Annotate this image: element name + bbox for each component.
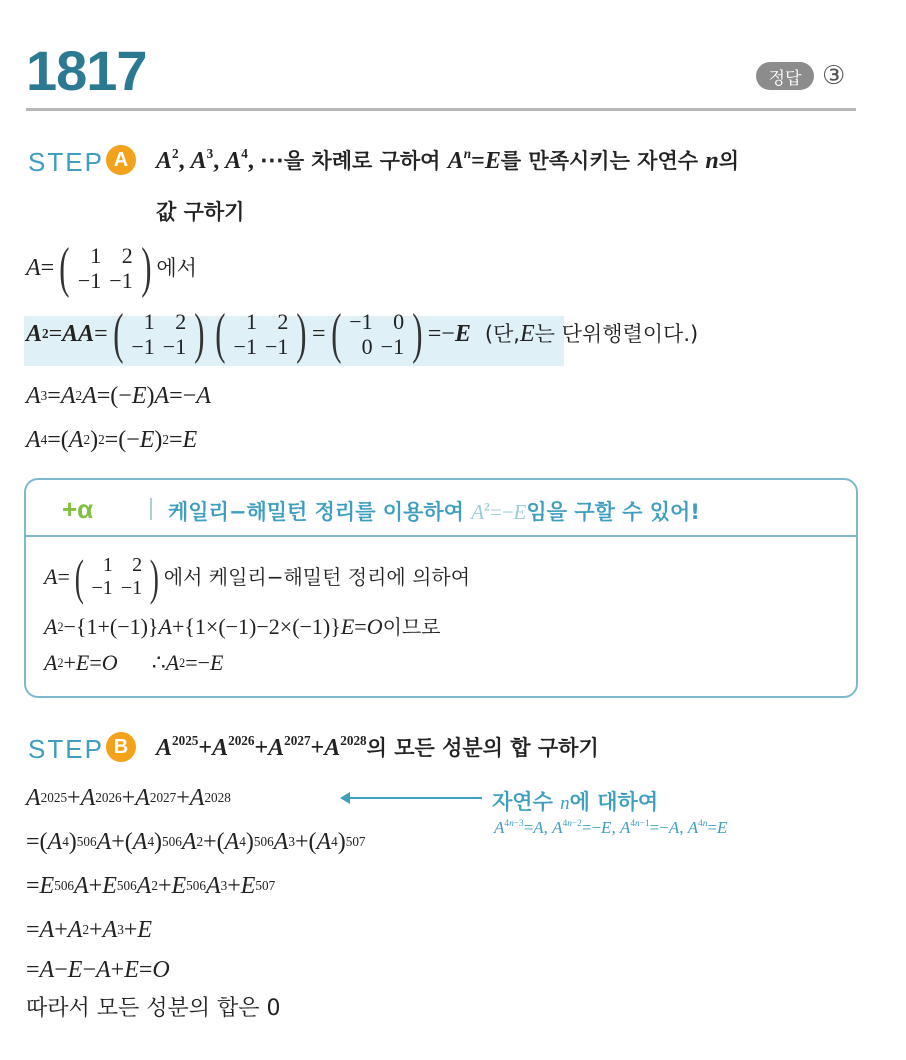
header-divider bbox=[26, 108, 856, 111]
step-a-text3: 의 bbox=[718, 149, 739, 173]
a2-note-text: 는 단위행렬이다.) bbox=[534, 321, 699, 346]
tip-line3: A 2 + E = O ∴ A 2 =− E bbox=[44, 650, 224, 675]
side-note-formula: $A^{4n-3}=A$, $A^{4n-2}=-E$, $A^{4n-1}=-A$, $A^{4n}=E$ bbox=[494, 818, 728, 837]
answer-badge-label: 정답 bbox=[768, 68, 802, 89]
a-fourth-line: A 4 =( A 2 ) 2 =(− E ) 2 = E bbox=[26, 427, 198, 453]
tip-line1: A = ( 1 2 −1 −1 ) 에서 케일리−해밀턴 정리에 의하여 bbox=[44, 549, 471, 605]
arrow-head-icon bbox=[340, 792, 350, 804]
side-note-text2: 에 대하여 bbox=[569, 790, 659, 814]
step-a-label bbox=[28, 147, 104, 178]
tip-line2-suffix: 이므로 bbox=[382, 615, 441, 639]
step-a-text2: 를 만족시키는 자연수 bbox=[500, 149, 706, 173]
conclusion: 따라서 모든 성분의 합은 0 bbox=[26, 996, 281, 1021]
result-line: = A − E − A + E = O bbox=[26, 957, 170, 983]
expand-line: =( A 4 ) 506 A +( A 4 ) 506 A 2 +( A 4 ) 506 A 3 +( A 4 ) 507 bbox=[26, 829, 366, 855]
a2-note-open: (단, bbox=[484, 321, 520, 346]
step-a-text1: 을 차례로 구하여 bbox=[283, 149, 448, 173]
problem-number: 1817 bbox=[26, 39, 147, 102]
side-note-arrow bbox=[346, 797, 482, 799]
step-label-text: STEP bbox=[28, 147, 104, 177]
tip-header-end: 임을 구할 수 있어! bbox=[526, 500, 700, 524]
step-b-label bbox=[28, 734, 104, 765]
step-b-label-text: STEP bbox=[28, 734, 104, 764]
sum-line: A 2025 + A 2026 + A 2027 + A 2028 bbox=[26, 785, 231, 811]
matrix-a-definition: A = ( 1 2 −1 −1 ) 에서 bbox=[26, 237, 197, 299]
tip-symbol-text: +α bbox=[62, 494, 94, 524]
step-b-badge bbox=[106, 732, 136, 762]
tip-symbol bbox=[62, 494, 93, 525]
matrix-neg-identity: ( −1 0 0 −1 ) bbox=[330, 303, 423, 365]
step-a-letter: A bbox=[113, 148, 129, 171]
a-squared-line: A 2 = AA = ( 1 2 −1 −1 ) ( 1 2 −1 −1 ) = ( −1 0 0 −1 ) =− E (단, E 는 단위행렬이다.) bbox=[26, 303, 699, 365]
a-def-suffix: 에서 bbox=[156, 255, 197, 280]
step-a-badge bbox=[106, 145, 136, 175]
step-b-title: $A^{2025}+A^{2026}+A^{2027}+A^{2028}$의 모든 성분의 합 구하기 bbox=[156, 733, 599, 761]
matrix-a-2: ( 1 2 −1 −1 ) bbox=[215, 303, 307, 365]
step-a-title-line2: 값 구하기 bbox=[156, 200, 245, 224]
matrix-a-1: ( 1 2 −1 −1 ) bbox=[112, 303, 205, 365]
tip-header-text: 케일리−해밀턴 정리를 이용하여 bbox=[168, 500, 472, 524]
side-note-label: 자연수 n에 대하여 bbox=[492, 790, 659, 814]
simplify-line: = A + A 2 + A 3 + E bbox=[26, 917, 153, 943]
tip-line1-suffix: 에서 케일리−해밀턴 정리에 의하여 bbox=[163, 565, 471, 589]
tip-matrix-a: ( 1 2 −1 −1 ) bbox=[74, 549, 160, 605]
step-b-text: 의 모든 성분의 합 구하기 bbox=[366, 736, 599, 760]
step-b-letter: B bbox=[113, 735, 129, 758]
answer-badge bbox=[756, 62, 814, 90]
tip-header: 케일리−해밀턴 정리를 이용하여 $A^2=-E$임을 구할 수 있어! bbox=[168, 500, 700, 524]
answer-value: ③ bbox=[822, 60, 846, 90]
matrix-a: ( 1 2 −1 −1 ) bbox=[59, 237, 152, 299]
tip-line2: A 2 −{1+(−1)} A +{1×(−1)−2×(−1)} E = O 이므로 bbox=[44, 614, 441, 639]
side-note-text: 자연수 bbox=[492, 790, 561, 814]
tip-divider bbox=[150, 498, 152, 520]
step-a-title: $A^2$, $A^3$, $A^4$, ⋯을 차례로 구하여 $A^n=E$를 만족시키는 자연수 n의 bbox=[156, 146, 739, 174]
e-power-line: = E 506 A + E 506 A 2 + E 506 A 3 + E 507 bbox=[26, 873, 276, 899]
a-cubed-line: A 3 = A 2 A =(− E ) A =− A bbox=[26, 383, 211, 409]
